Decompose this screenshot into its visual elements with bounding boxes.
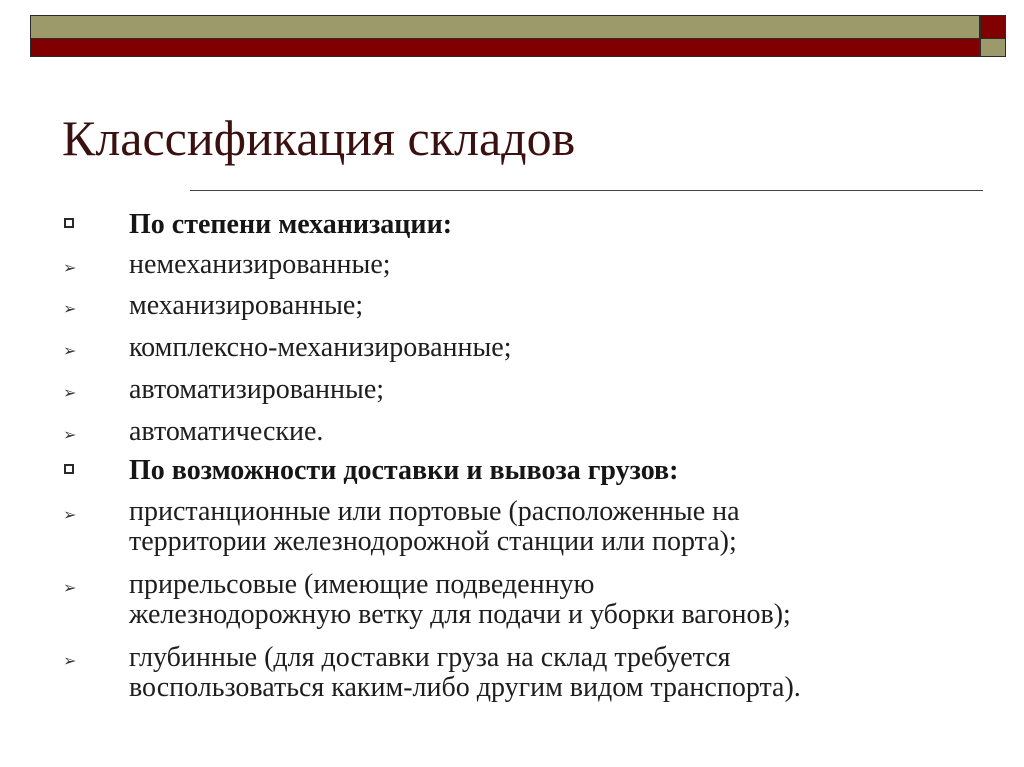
- bullet-text: [129, 417, 989, 447]
- bullet-text-line: автоматические.: [129, 416, 324, 447]
- bullet-text: [129, 375, 989, 405]
- bullet-text-line: механизированные;: [129, 290, 364, 321]
- bullet-text: [129, 333, 989, 363]
- bullet-text-line: По степени механизации:: [129, 209, 453, 240]
- arrow-bullet-icon: ➢: [63, 425, 77, 444]
- bullet-text-line: немеханизированные;: [129, 249, 391, 280]
- bullet-text: [129, 250, 989, 280]
- arrow-bullet-icon: ➢: [63, 383, 77, 402]
- bullet-text-line: По возможности доставки и вывоза грузов:: [129, 455, 679, 486]
- bullet-text: [129, 210, 989, 240]
- bullet-text-line: воспользоваться каким-либо другим видом транспорта).: [129, 672, 801, 703]
- bullet-text: [129, 456, 989, 486]
- bullet-text-line: автоматизированные;: [129, 374, 385, 405]
- bullet-text-line: железнодорожную ветку для подачи и уборки вагонов);: [129, 599, 791, 630]
- square-bullet-icon: [62, 456, 86, 476]
- arrow-bullet-icon: ➢: [63, 578, 77, 597]
- slide-title: Классификация складов: [62, 110, 576, 166]
- header-bar-olive: [30, 15, 980, 39]
- bullet-text-line: глубинные (для доставки груза на склад требуется: [129, 642, 731, 673]
- arrow-bullet-icon: ➢: [63, 341, 77, 360]
- bullet-text: [129, 497, 989, 557]
- arrow-bullet-icon: ➢: [63, 299, 77, 318]
- bullet-text-line: комплексно-механизированные;: [129, 332, 512, 363]
- square-bullet-icon: [62, 210, 86, 230]
- bullet-text: [129, 570, 989, 630]
- title-divider: [190, 190, 983, 191]
- arrow-bullet-icon: ➢: [63, 258, 77, 277]
- header-square-olive: [980, 39, 1006, 57]
- bullet-text: [129, 291, 989, 321]
- bullet-text-line: пристанционные или портовые (расположенные на: [129, 496, 740, 527]
- header-square-maroon: [980, 15, 1006, 39]
- bullet-text-line: прирельсовые (имеющие подведенную: [129, 569, 595, 600]
- bullet-text: [129, 643, 989, 703]
- arrow-bullet-icon: ➢: [63, 505, 77, 524]
- header-bar-maroon: [30, 39, 980, 57]
- arrow-bullet-icon: ➢: [63, 651, 77, 670]
- bullet-text-line: территории железнодорожной станции или порта);: [129, 526, 737, 557]
